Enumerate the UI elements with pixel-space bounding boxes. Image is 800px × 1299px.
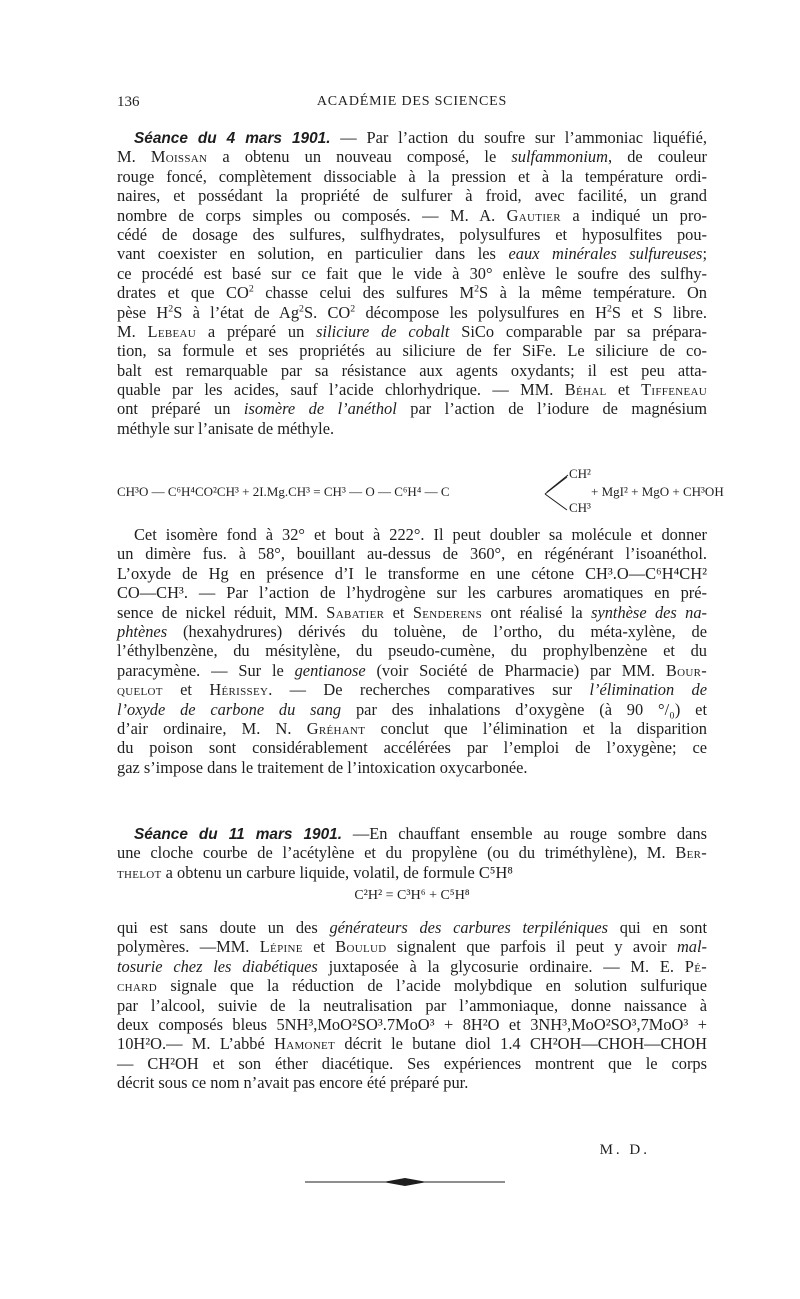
text-line: décrit sous ce nom n’avait pas encore été préparé pur. xyxy=(117,1073,469,1093)
author-name: Béhal xyxy=(564,380,607,400)
text-line: vant coexister en solution, en particulier dans les eaux minérales sulfureuses; xyxy=(117,244,707,264)
term: synthèse des na- xyxy=(591,602,708,622)
paragraph-seance-11-mars xyxy=(117,824,707,882)
text-line: polymères. —MM. Lépine et Boulud signalent que parfois il peut y avoir mal- xyxy=(117,937,707,957)
text-line: l’oxyde de carbone du sang par des inhalations d’oxygène (à 90 °/₀) et xyxy=(117,699,707,719)
author-name: Bour- xyxy=(665,660,707,680)
author-name: Gréhant xyxy=(306,718,366,738)
text-line: ce procédé est basé sur ce fait que le vide à 30° enlève le soufre des sulfhy- xyxy=(117,263,707,283)
equation-rhs: + MgI² + MgO + CH³OH xyxy=(591,484,724,499)
author-name: Lépine xyxy=(259,937,303,957)
author-name: Ber- xyxy=(675,843,707,863)
seance-heading: Séance du 4 mars 1901. xyxy=(134,130,331,147)
text-line: tosurie chez les diabétiques juxtaposée à la glycosurie ordinaire. — M. E. Pé- xyxy=(117,956,707,976)
paragraph-generateurs xyxy=(117,918,707,1093)
text-line: ont préparé un isomère de l’anéthol par l’action de l’iodure de magnésium xyxy=(117,399,707,419)
text-line: qui est sans doute un des générateurs des carbures terpiléniques qui en sont xyxy=(117,918,707,937)
text-line: paracymène. — Sur le gentianose (voir Société de Pharmacie) par MM. Bour- xyxy=(117,660,707,680)
running-head xyxy=(117,94,707,116)
text-line: tion, sa formule et ses propriétés au siliciure de fer SiFe. Le siliciure de co- xyxy=(117,341,707,361)
term: gentianose xyxy=(294,660,366,680)
text-line: d’air ordinaire, M. N. Gréhant conclut que l’élimination et la disparition xyxy=(117,718,707,738)
paragraph-seance-4-mars xyxy=(117,128,707,438)
text-line: quelot et Hérissey. — De recherches comparatives sur l’élimination de xyxy=(117,680,707,700)
author-name: Hamonet xyxy=(274,1034,336,1054)
author-name: Moissan xyxy=(150,147,208,167)
author-name: thelot xyxy=(117,862,162,882)
text-line: nombre de corps simples ou composés. — M. A. Gautier a indiqué un pro- xyxy=(117,205,707,225)
text-line: thelot a obtenu un carbure liquide, volatil, de formule C⁵H⁸ xyxy=(117,862,514,882)
author-name: Hérissey xyxy=(209,680,269,700)
text-line: Cet isomère fond à 32° et bout à 222°. Il peut doubler sa molécule et donner xyxy=(134,525,707,544)
text-line: M. Lebeau a préparé un siliciure de cobalt SiCo comparable par sa prépara- xyxy=(117,321,707,341)
author-signature: M. D. xyxy=(599,1142,650,1158)
text-line: phtènes (hexahydrures) dérivés du toluène, de l’ortho, du méta-xylène, de xyxy=(117,621,707,641)
seance-heading: Séance du 11 mars 1901. xyxy=(134,826,343,843)
term: tosurie chez les diabétiques xyxy=(117,956,318,976)
text-line: Séance du 4 mars 1901. — Par l’action du soufre sur l’ammoniac liquéfié, xyxy=(134,128,707,147)
text-line: du poison sont considérablement accélérées par l’emploi de l’oxygène; ce xyxy=(117,738,707,758)
text-line: un dimère fus. à 58°, bouillant au-dessus de 360°, en régénérant l’isoanéthol. xyxy=(117,544,707,564)
text-line: cédé de dosage des sulfures, sulfhydrates, polysulfures et hyposulfites pou- xyxy=(117,224,707,244)
equation-lhs: CH³O — C⁶H⁴CO²CH³ + 2I.Mg.CH³ = CH³ — O — C⁶H⁴ — C xyxy=(117,484,450,499)
author-name: Senderens xyxy=(412,602,483,622)
text-line: méthyle sur l’anisate de méthyle. xyxy=(117,418,335,438)
text-line: sence de nickel réduit, MM. Sabatier et Senderens ont réalisé la synthèse des na- xyxy=(117,602,708,622)
term: générateurs des carbures terpiléniques xyxy=(329,918,609,937)
ornament-separator-icon xyxy=(305,1176,505,1188)
text-line: l’éthylbenzène, du mésitylène, du pseudo-cumène, du prophylbenzène et du xyxy=(117,641,707,661)
text-line: par l’alcool, suivie de la neutralisation par l’ammoniaque, donne naissance à xyxy=(117,995,707,1015)
author-name: Tiffeneau xyxy=(641,380,707,400)
author-name: Gautier xyxy=(506,205,561,225)
text-line: pèse $H^2S$ à l’état de Ag$^2$S. $CO^2$ décompose les polysulfures en $H^2S$ et S libre. xyxy=(117,302,707,322)
text-line: drates et que $CO^2$ chasse celui des sulfures $M^2S$ à la même température. On xyxy=(117,283,708,303)
text-line: deux composés bleus 5NH³,MoO²SO³.7MoO³ + 8H²O et 3NH³,MoO²SO³,7MoO³ + xyxy=(117,1014,707,1034)
term: l’oxyde de carbone du sang xyxy=(117,699,342,719)
branch-bond-icon xyxy=(543,473,571,513)
page-number: 136 xyxy=(117,94,140,110)
text-line: gaz s’impose dans le traitement de l’intoxication oxycarbonée. xyxy=(117,757,528,777)
author-name: chard xyxy=(117,976,158,996)
text-line: rouge foncé, complètement dissociable à la pression et à la température ordi- xyxy=(117,166,707,186)
text-line: quable par les acides, sauf l’acide chlorhydrique. — MM. Béhal et Tiffeneau xyxy=(117,380,707,400)
text-line: CO—CH³. — Par l’action de l’hydrogène sur les carbures aromatiques en pré- xyxy=(117,583,707,603)
journal-title: ACADÉMIE DES SCIENCES xyxy=(316,94,508,109)
branch-top: CH² xyxy=(569,466,591,481)
text-line: 10H²O.— M. L’abbé Hamonet décrit le butane diol 1.4 CH²OH—CHOH—CHOH xyxy=(117,1034,707,1054)
text-line: une cloche courbe de l’acétylène et du propylène (ou du triméthylène), M. Ber- xyxy=(117,843,707,863)
term: siliciure de cobalt xyxy=(316,321,450,341)
text-line: — CH²OH et son éther diacétique. Ses expériences montrent que le corps xyxy=(117,1053,707,1073)
author-name: quelot xyxy=(117,680,163,700)
paragraph-isomere xyxy=(117,525,707,777)
text-line: L’oxyde de Hg en présence d’I le transforme en une cétone CH³.O—C⁶H⁴CH² xyxy=(117,563,707,583)
text-line: Séance du 11 mars 1901. —En chauffant ensemble au rouge sombre dans xyxy=(134,824,707,843)
branch-bottom: CH³ xyxy=(569,500,591,515)
equation-carbure: C²H² = C³H⁶ + C⁵H⁸ xyxy=(354,888,470,903)
term: isomère de l’anéthol xyxy=(243,399,397,419)
term: sulfammonium xyxy=(511,147,608,167)
text-line: balt est remarquable par sa résistance aux agents oxydants; il est peu atta- xyxy=(117,360,707,380)
author-name: Sabatier xyxy=(326,602,385,622)
author-name: Pé- xyxy=(684,956,707,976)
term: phtènes xyxy=(117,621,168,641)
author-name: Boulud xyxy=(335,937,387,957)
author-name: Lebeau xyxy=(147,321,196,341)
term: l’élimination de xyxy=(589,680,707,700)
text-line: M. Moissan a obtenu un nouveau composé, le sulfammonium, de couleur xyxy=(117,147,707,167)
term: mal- xyxy=(676,937,707,957)
text-line: chard signale que la réduction de l’acide molybdique en solution sulfurique xyxy=(117,976,707,996)
equation-isomere xyxy=(117,466,724,516)
term: eaux minérales sulfureuses xyxy=(508,244,703,264)
text-line: naires, et possédant la propriété de sulfurer à froid, avec facilité, un grand xyxy=(117,186,707,206)
